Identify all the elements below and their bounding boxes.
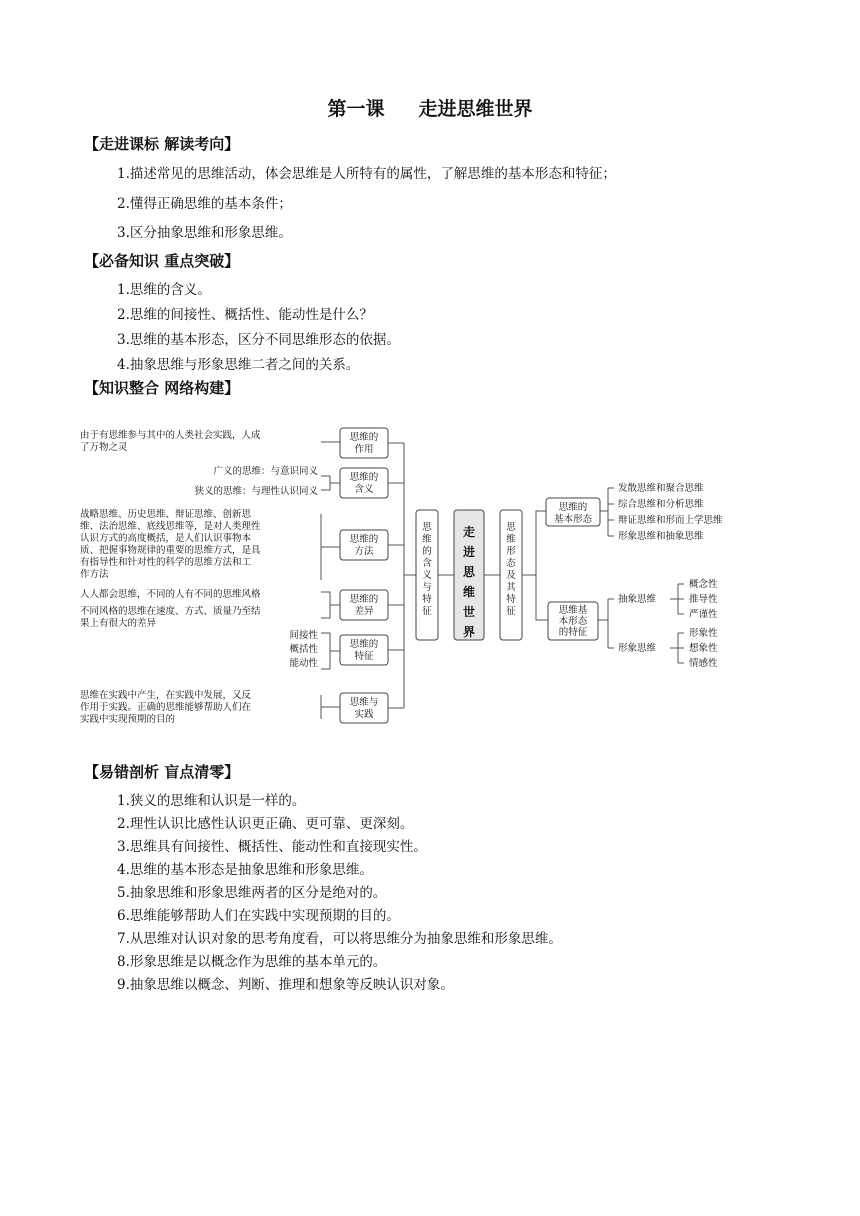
svg-text:走: 走 [462,525,476,539]
svg-text:思: 思 [506,522,516,533]
note-text: 实践中实现预期的目的 [80,714,176,725]
list-item: 1.狭义的思维和认识是一样的。 [117,793,306,809]
svg-text:界: 界 [462,625,476,639]
list-item: 7.从思维对认识对象的思考角度看，可以将思维分为抽象思维和形象思维。 [117,931,562,947]
group-label-abstract: 抽象思维 [618,594,657,605]
svg-text:特: 特 [422,594,432,605]
feature-item: 形象性 [689,628,718,639]
box-label: 思维的 [558,502,588,513]
svg-text:思: 思 [462,565,476,579]
list-item: 3.区分抽象思维和形象思维。 [117,225,292,241]
list-item: 2.懂得正确思维的基本条件； [117,196,292,212]
box-label: 思维的 [349,639,379,650]
svg-text:特: 特 [506,594,516,605]
svg-text:形: 形 [506,546,516,557]
note-text: 思维在实践中产生，在实践中发展，又反 [80,690,252,701]
feature-item: 概念性 [689,579,718,590]
box-label: 的特征 [558,627,588,638]
note-text: 由于有思维参与其中的人类社会实践，人成 [80,430,261,441]
list-item: 8.形象思维是以概念作为思维的基本单元的。 [117,954,387,970]
list-item: 1.描述常见的思维活动，体会思维是人所特有的属性，了解思维的基本形态和特征； [117,166,616,182]
note-text: 有指导性和针对性的科学的思维方法和工 [80,557,252,568]
list-item: 3.思维的基本形态，区分不同思维形态的依据。 [117,332,400,348]
box-label: 实践 [354,709,374,720]
branch-meaning-and-features-label [422,522,432,617]
basic-form-item: 辩证思维和形而上学思维 [618,515,723,526]
box-label: 思维与 [349,697,379,708]
basic-form-item: 形象思维和抽象思维 [618,531,704,542]
box-label: 思维的 [349,472,379,483]
box-label: 思维的 [349,534,379,545]
note-text: 概括性 [289,644,318,655]
svg-text:思: 思 [422,522,432,533]
note-text: 狭义的思维：与理性认识同义 [194,486,318,497]
list-item: 6.思维能够帮助人们在实践中实现预期的目的。 [117,908,400,924]
basic-form-item: 综合思维和分析思维 [618,499,704,510]
title-part1: 第一课 [327,98,385,120]
svg-text:维: 维 [462,585,476,599]
knowledge-network-diagram [78,418,778,730]
svg-text:世: 世 [462,605,476,619]
svg-text:其: 其 [506,582,516,593]
note-text: 战略思维、历史思维、辩证思维、创新思 [80,509,252,520]
basic-form-item: 发散思维和聚合思维 [618,483,704,494]
feature-item: 严谨性 [689,609,718,620]
note-text: 了万物之灵 [80,442,128,453]
section-heading-network: 【知识整合 网络构建】 [84,379,240,397]
feature-item: 想象性 [689,643,718,654]
svg-text:及: 及 [506,570,516,581]
list-item: 2.思维的间接性、概括性、能动性是什么？ [117,307,373,323]
note-text: 人人都会思维，不同的人有不同的思维风格 [80,589,261,600]
list-item: 3.思维具有间接性、概括性、能动性和直接现实性。 [117,839,427,855]
page-title [0,94,860,121]
svg-text:维: 维 [422,534,432,545]
note-text: 间接性 [289,630,318,641]
list-item: 9.抽象思维以概念、判断、推理和想象等反映认识对象。 [117,977,454,993]
note-text: 广义的思维：与意识同义 [213,466,318,477]
note-text: 认识方式的高度概括，是人们认识事物本 [80,533,252,544]
note-text: 质、把握事物规律的重要的思维方式，是具 [80,545,261,556]
box-label: 思维基 [558,605,588,616]
section-heading-mistakes: 【易错剖析 盲点清零】 [84,763,240,781]
note-text: 作方法 [80,569,109,580]
box-label: 特征 [354,651,374,662]
svg-text:义: 义 [422,570,432,581]
note-text: 果上有很大的差异 [80,618,157,629]
box-label: 思维的 [349,432,379,443]
title-part2: 走进思维世界 [418,98,533,120]
svg-text:含: 含 [422,558,432,569]
svg-text:征: 征 [506,606,516,617]
svg-text:的: 的 [422,546,432,557]
list-item: 4.抽象思维与形象思维二者之间的关系。 [117,357,360,373]
list-item: 4.思维的基本形态是抽象思维和形象思维。 [117,862,373,878]
box-label: 作用 [354,444,374,455]
list-item: 1.思维的含义。 [117,282,211,298]
box-label: 基本形态 [553,514,593,525]
feature-item: 情感性 [689,658,718,669]
section-heading-standards: 【走进课标 解读考向】 [84,135,240,153]
list-item: 2.理性认识比感性认识更正确、更可靠、更深刻。 [117,816,414,832]
svg-text:进: 进 [462,545,476,559]
note-text: 作用于实践。正确的思维能够帮助人们在 [80,702,252,713]
box-label: 本形态 [558,616,588,627]
note-text: 维、法治思维、底线思维等，是对人类理性 [80,521,261,532]
svg-text:征: 征 [422,606,432,617]
box-label: 含义 [354,484,374,495]
list-item: 5.抽象思维和形象思维两者的区分是绝对的。 [117,885,387,901]
note-text: 能动性 [289,658,318,669]
box-label: 差异 [354,606,374,617]
branch-forms-and-features-label [506,522,516,617]
svg-text:与: 与 [422,582,432,593]
section-heading-knowledge: 【必备知识 重点突破】 [84,252,240,270]
box-label: 方法 [354,546,374,557]
note-text: 不同风格的思维在速度、方式、质量乃至结 [80,606,261,617]
svg-text:维: 维 [506,534,516,545]
box-label: 思维的 [349,594,379,605]
svg-text:态: 态 [506,558,516,569]
group-label-visual: 形象思维 [618,643,657,654]
feature-item: 推导性 [689,594,718,605]
